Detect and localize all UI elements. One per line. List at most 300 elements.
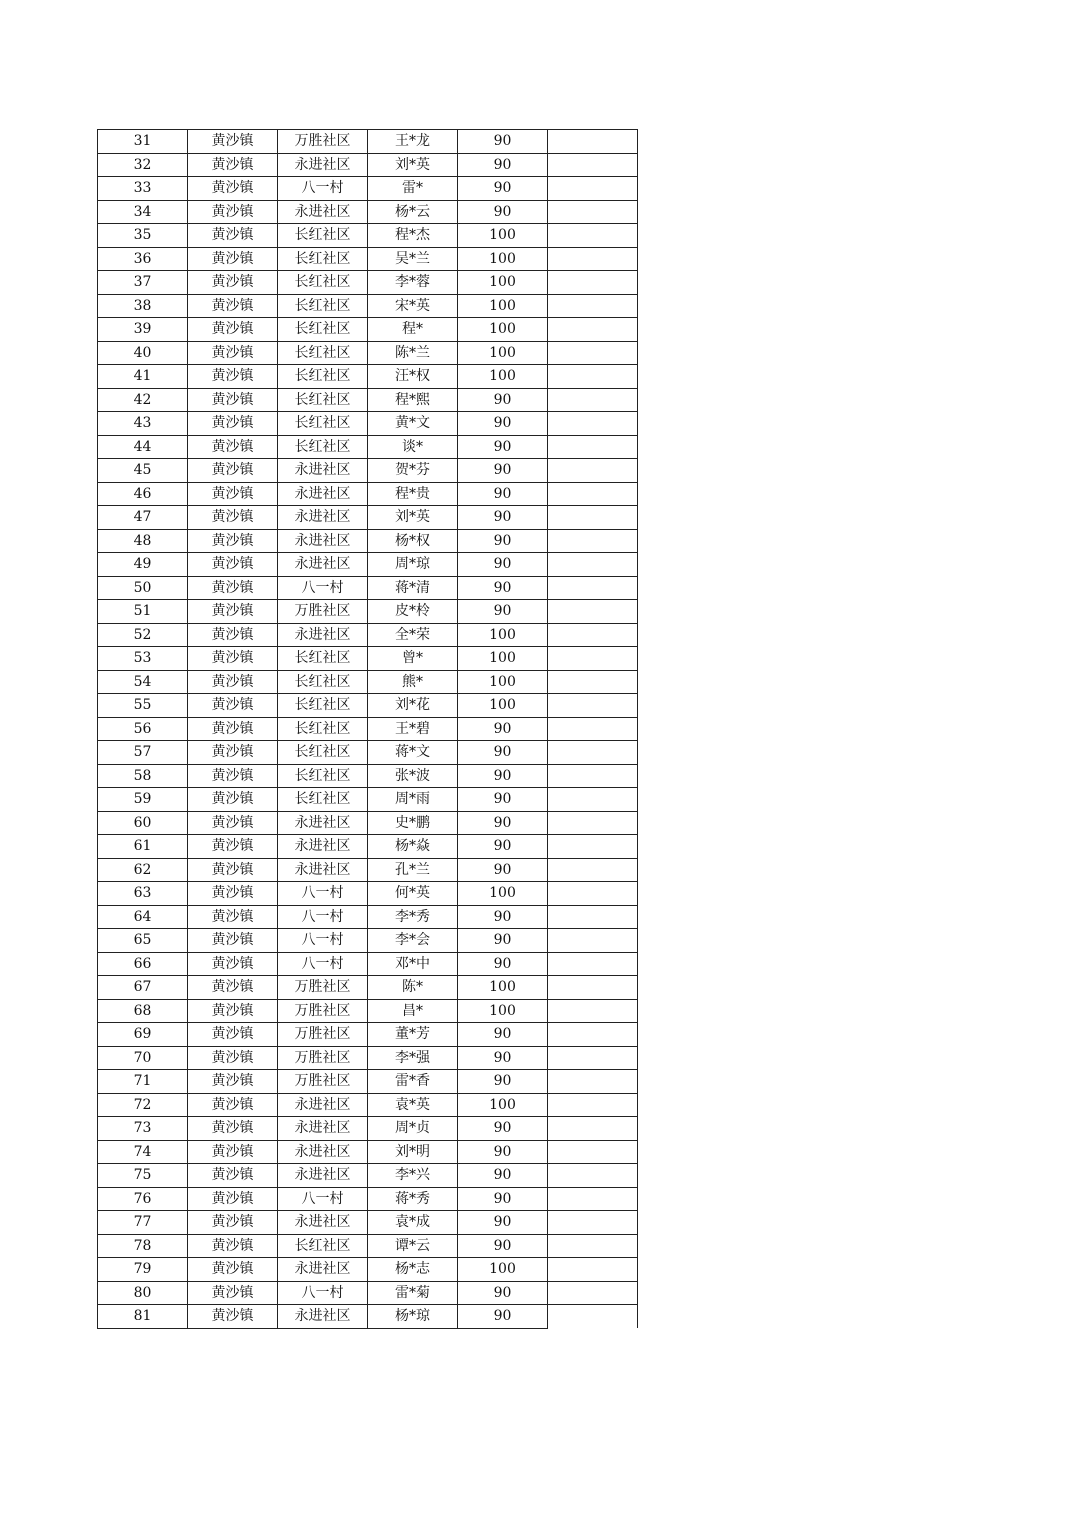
community-cell: 永进社区	[278, 506, 368, 530]
empty-cell	[548, 224, 638, 248]
table-row	[98, 764, 638, 788]
name-cell: 周*贞	[368, 1117, 458, 1141]
row-number-cell: 65	[98, 929, 188, 953]
town-cell: 黄沙镇	[188, 341, 278, 365]
town-cell: 黄沙镇	[188, 929, 278, 953]
community-cell: 长红社区	[278, 670, 368, 694]
table-row	[98, 835, 638, 859]
name-cell: 刘*明	[368, 1140, 458, 1164]
row-number-cell: 61	[98, 835, 188, 859]
table-row	[98, 200, 638, 224]
table-row	[98, 952, 638, 976]
row-number-cell: 66	[98, 952, 188, 976]
town-cell: 黄沙镇	[188, 858, 278, 882]
community-cell: 长红社区	[278, 435, 368, 459]
community-cell: 长红社区	[278, 741, 368, 765]
town-cell: 黄沙镇	[188, 788, 278, 812]
amount-cell: 90	[458, 788, 548, 812]
row-number-cell: 76	[98, 1187, 188, 1211]
empty-cell	[548, 1093, 638, 1117]
empty-cell	[548, 482, 638, 506]
amount-cell: 100	[458, 247, 548, 271]
community-cell: 永进社区	[278, 482, 368, 506]
town-cell: 黄沙镇	[188, 482, 278, 506]
amount-cell: 100	[458, 694, 548, 718]
community-cell: 万胜社区	[278, 1046, 368, 1070]
name-cell: 程*杰	[368, 224, 458, 248]
row-number-cell: 42	[98, 388, 188, 412]
name-cell: 雷*	[368, 177, 458, 201]
empty-cell	[548, 506, 638, 530]
table-row	[98, 1023, 638, 1047]
community-cell: 永进社区	[278, 623, 368, 647]
town-cell: 黄沙镇	[188, 670, 278, 694]
town-cell: 黄沙镇	[188, 999, 278, 1023]
row-number-cell: 47	[98, 506, 188, 530]
community-cell: 永进社区	[278, 1305, 368, 1329]
town-cell: 黄沙镇	[188, 1258, 278, 1282]
empty-cell	[548, 153, 638, 177]
amount-cell: 90	[458, 130, 548, 154]
empty-cell	[548, 1211, 638, 1235]
empty-cell	[548, 576, 638, 600]
row-number-cell: 70	[98, 1046, 188, 1070]
amount-cell: 100	[458, 224, 548, 248]
amount-cell: 90	[458, 905, 548, 929]
name-cell: 杨*权	[368, 529, 458, 553]
empty-cell	[548, 294, 638, 318]
name-cell: 杨*云	[368, 200, 458, 224]
row-number-cell: 80	[98, 1281, 188, 1305]
empty-cell	[548, 929, 638, 953]
community-cell: 长红社区	[278, 388, 368, 412]
amount-cell: 90	[458, 388, 548, 412]
name-cell: 王*龙	[368, 130, 458, 154]
empty-cell	[548, 177, 638, 201]
table-row	[98, 318, 638, 342]
table-row	[98, 858, 638, 882]
table-row	[98, 1187, 638, 1211]
name-cell: 昌*	[368, 999, 458, 1023]
row-number-cell: 79	[98, 1258, 188, 1282]
community-cell: 永进社区	[278, 529, 368, 553]
amount-cell: 90	[458, 506, 548, 530]
community-cell: 永进社区	[278, 1258, 368, 1282]
table-row	[98, 1305, 638, 1329]
empty-cell	[548, 905, 638, 929]
town-cell: 黄沙镇	[188, 694, 278, 718]
amount-cell: 90	[458, 576, 548, 600]
community-cell: 八一村	[278, 1281, 368, 1305]
table-row	[98, 294, 638, 318]
empty-cell	[548, 600, 638, 624]
town-cell: 黄沙镇	[188, 1023, 278, 1047]
town-cell: 黄沙镇	[188, 1093, 278, 1117]
community-cell: 八一村	[278, 952, 368, 976]
row-number-cell: 46	[98, 482, 188, 506]
name-cell: 全*荣	[368, 623, 458, 647]
row-number-cell: 34	[98, 200, 188, 224]
name-cell: 陈*兰	[368, 341, 458, 365]
amount-cell: 90	[458, 811, 548, 835]
row-number-cell: 39	[98, 318, 188, 342]
row-number-cell: 78	[98, 1234, 188, 1258]
name-cell: 程*	[368, 318, 458, 342]
row-number-cell: 31	[98, 130, 188, 154]
town-cell: 黄沙镇	[188, 153, 278, 177]
town-cell: 黄沙镇	[188, 388, 278, 412]
table-row	[98, 412, 638, 436]
table-row	[98, 435, 638, 459]
empty-cell	[548, 1046, 638, 1070]
name-cell: 李*秀	[368, 905, 458, 929]
spreadsheet-page	[97, 129, 637, 1329]
empty-cell	[548, 858, 638, 882]
row-number-cell: 37	[98, 271, 188, 295]
table-row	[98, 999, 638, 1023]
town-cell: 黄沙镇	[188, 1211, 278, 1235]
amount-cell: 90	[458, 482, 548, 506]
community-cell: 长红社区	[278, 788, 368, 812]
table-row	[98, 694, 638, 718]
row-number-cell: 50	[98, 576, 188, 600]
empty-cell	[548, 882, 638, 906]
empty-cell	[548, 647, 638, 671]
name-cell: 杨*志	[368, 1258, 458, 1282]
name-cell: 王*碧	[368, 717, 458, 741]
empty-cell	[548, 365, 638, 389]
amount-cell: 100	[458, 1258, 548, 1282]
amount-cell: 90	[458, 200, 548, 224]
amount-cell: 100	[458, 271, 548, 295]
amount-cell: 90	[458, 1234, 548, 1258]
town-cell: 黄沙镇	[188, 1187, 278, 1211]
row-number-cell: 33	[98, 177, 188, 201]
empty-cell	[548, 952, 638, 976]
community-cell: 长红社区	[278, 318, 368, 342]
row-number-cell: 49	[98, 553, 188, 577]
community-cell: 长红社区	[278, 365, 368, 389]
community-cell: 八一村	[278, 177, 368, 201]
community-cell: 长红社区	[278, 1234, 368, 1258]
empty-cell	[548, 271, 638, 295]
empty-cell	[548, 435, 638, 459]
table-row	[98, 365, 638, 389]
town-cell: 黄沙镇	[188, 717, 278, 741]
name-cell: 杨*焱	[368, 835, 458, 859]
empty-cell	[548, 788, 638, 812]
table-row	[98, 717, 638, 741]
row-number-cell: 38	[98, 294, 188, 318]
table-row	[98, 976, 638, 1000]
empty-cell	[548, 976, 638, 1000]
town-cell: 黄沙镇	[188, 130, 278, 154]
name-cell: 程*贵	[368, 482, 458, 506]
name-cell: 袁*成	[368, 1211, 458, 1235]
community-cell: 永进社区	[278, 858, 368, 882]
town-cell: 黄沙镇	[188, 1305, 278, 1329]
amount-cell: 100	[458, 623, 548, 647]
name-cell: 谈*	[368, 435, 458, 459]
table-row	[98, 1070, 638, 1094]
amount-cell: 90	[458, 835, 548, 859]
empty-cell	[548, 341, 638, 365]
table-row	[98, 811, 638, 835]
empty-cell	[548, 130, 638, 154]
row-number-cell: 41	[98, 365, 188, 389]
amount-cell: 100	[458, 999, 548, 1023]
name-cell: 李*会	[368, 929, 458, 953]
town-cell: 黄沙镇	[188, 247, 278, 271]
row-number-cell: 51	[98, 600, 188, 624]
table-row	[98, 1234, 638, 1258]
community-cell: 永进社区	[278, 459, 368, 483]
table-row	[98, 1117, 638, 1141]
town-cell: 黄沙镇	[188, 506, 278, 530]
community-cell: 八一村	[278, 929, 368, 953]
amount-cell: 90	[458, 1140, 548, 1164]
row-number-cell: 48	[98, 529, 188, 553]
table-row	[98, 529, 638, 553]
empty-cell	[548, 1187, 638, 1211]
table-row	[98, 271, 638, 295]
town-cell: 黄沙镇	[188, 976, 278, 1000]
row-number-cell: 36	[98, 247, 188, 271]
community-cell: 万胜社区	[278, 999, 368, 1023]
empty-cell	[548, 835, 638, 859]
amount-cell: 90	[458, 459, 548, 483]
table-row	[98, 1281, 638, 1305]
amount-cell: 90	[458, 553, 548, 577]
town-cell: 黄沙镇	[188, 318, 278, 342]
table-row	[98, 130, 638, 154]
town-cell: 黄沙镇	[188, 224, 278, 248]
amount-cell: 90	[458, 1305, 548, 1329]
name-cell: 陈*	[368, 976, 458, 1000]
row-number-cell: 53	[98, 647, 188, 671]
name-cell: 蒋*文	[368, 741, 458, 765]
empty-cell	[548, 741, 638, 765]
row-number-cell: 71	[98, 1070, 188, 1094]
table-row	[98, 341, 638, 365]
amount-cell: 100	[458, 647, 548, 671]
town-cell: 黄沙镇	[188, 412, 278, 436]
empty-cell	[548, 717, 638, 741]
amount-cell: 90	[458, 741, 548, 765]
empty-cell	[548, 999, 638, 1023]
community-cell: 永进社区	[278, 1117, 368, 1141]
table-row	[98, 576, 638, 600]
town-cell: 黄沙镇	[188, 294, 278, 318]
empty-cell	[548, 1117, 638, 1141]
table-row	[98, 247, 638, 271]
empty-cell	[548, 200, 638, 224]
town-cell: 黄沙镇	[188, 623, 278, 647]
community-cell: 八一村	[278, 882, 368, 906]
name-cell: 何*英	[368, 882, 458, 906]
town-cell: 黄沙镇	[188, 1117, 278, 1141]
community-cell: 长红社区	[278, 341, 368, 365]
row-number-cell: 74	[98, 1140, 188, 1164]
row-number-cell: 35	[98, 224, 188, 248]
empty-cell	[548, 1023, 638, 1047]
community-cell: 万胜社区	[278, 1070, 368, 1094]
name-cell: 张*波	[368, 764, 458, 788]
table-row	[98, 670, 638, 694]
roster-table	[97, 129, 638, 1329]
community-cell: 长红社区	[278, 647, 368, 671]
empty-cell	[548, 1281, 638, 1305]
row-number-cell: 72	[98, 1093, 188, 1117]
community-cell: 万胜社区	[278, 130, 368, 154]
community-cell: 长红社区	[278, 247, 368, 271]
amount-cell: 90	[458, 717, 548, 741]
community-cell: 永进社区	[278, 811, 368, 835]
amount-cell: 90	[458, 1046, 548, 1070]
town-cell: 黄沙镇	[188, 529, 278, 553]
table-row	[98, 1164, 638, 1188]
row-number-cell: 52	[98, 623, 188, 647]
name-cell: 杨*琼	[368, 1305, 458, 1329]
row-number-cell: 68	[98, 999, 188, 1023]
row-number-cell: 58	[98, 764, 188, 788]
amount-cell: 100	[458, 1093, 548, 1117]
community-cell: 永进社区	[278, 835, 368, 859]
empty-cell	[548, 670, 638, 694]
community-cell: 八一村	[278, 905, 368, 929]
table-row	[98, 459, 638, 483]
name-cell: 贺*芬	[368, 459, 458, 483]
town-cell: 黄沙镇	[188, 1234, 278, 1258]
row-number-cell: 69	[98, 1023, 188, 1047]
community-cell: 永进社区	[278, 1140, 368, 1164]
row-number-cell: 75	[98, 1164, 188, 1188]
empty-cell	[548, 553, 638, 577]
town-cell: 黄沙镇	[188, 1140, 278, 1164]
community-cell: 永进社区	[278, 1093, 368, 1117]
community-cell: 永进社区	[278, 1164, 368, 1188]
amount-cell: 90	[458, 1070, 548, 1094]
town-cell: 黄沙镇	[188, 1281, 278, 1305]
row-number-cell: 32	[98, 153, 188, 177]
empty-cell	[548, 694, 638, 718]
row-number-cell: 63	[98, 882, 188, 906]
community-cell: 八一村	[278, 1187, 368, 1211]
community-cell: 长红社区	[278, 694, 368, 718]
name-cell: 雷*香	[368, 1070, 458, 1094]
table-row	[98, 177, 638, 201]
table-row	[98, 647, 638, 671]
town-cell: 黄沙镇	[188, 1046, 278, 1070]
name-cell: 雷*菊	[368, 1281, 458, 1305]
name-cell: 李*兴	[368, 1164, 458, 1188]
table-row	[98, 506, 638, 530]
empty-cell	[548, 811, 638, 835]
empty-cell	[548, 1258, 638, 1282]
town-cell: 黄沙镇	[188, 271, 278, 295]
name-cell: 董*芳	[368, 1023, 458, 1047]
table-row	[98, 623, 638, 647]
community-cell: 永进社区	[278, 553, 368, 577]
row-number-cell: 54	[98, 670, 188, 694]
name-cell: 蒋*清	[368, 576, 458, 600]
town-cell: 黄沙镇	[188, 882, 278, 906]
name-cell: 皮*柃	[368, 600, 458, 624]
row-number-cell: 45	[98, 459, 188, 483]
amount-cell: 90	[458, 858, 548, 882]
community-cell: 长红社区	[278, 412, 368, 436]
amount-cell: 100	[458, 341, 548, 365]
empty-cell	[548, 1070, 638, 1094]
town-cell: 黄沙镇	[188, 435, 278, 459]
name-cell: 蒋*秀	[368, 1187, 458, 1211]
town-cell: 黄沙镇	[188, 177, 278, 201]
row-number-cell: 43	[98, 412, 188, 436]
amount-cell: 100	[458, 670, 548, 694]
amount-cell: 90	[458, 177, 548, 201]
table-row	[98, 553, 638, 577]
community-cell: 长红社区	[278, 224, 368, 248]
name-cell: 黄*文	[368, 412, 458, 436]
town-cell: 黄沙镇	[188, 1070, 278, 1094]
amount-cell: 90	[458, 1211, 548, 1235]
name-cell: 邓*中	[368, 952, 458, 976]
amount-cell: 100	[458, 365, 548, 389]
row-number-cell: 44	[98, 435, 188, 459]
name-cell: 宋*英	[368, 294, 458, 318]
community-cell: 万胜社区	[278, 1023, 368, 1047]
town-cell: 黄沙镇	[188, 835, 278, 859]
table-row	[98, 1140, 638, 1164]
amount-cell: 90	[458, 153, 548, 177]
row-number-cell: 73	[98, 1117, 188, 1141]
amount-cell: 90	[458, 764, 548, 788]
amount-cell: 90	[458, 952, 548, 976]
community-cell: 八一村	[278, 576, 368, 600]
row-number-cell: 64	[98, 905, 188, 929]
amount-cell: 100	[458, 294, 548, 318]
row-number-cell: 59	[98, 788, 188, 812]
empty-cell	[548, 764, 638, 788]
community-cell: 长红社区	[278, 717, 368, 741]
empty-cell	[548, 459, 638, 483]
community-cell: 长红社区	[278, 764, 368, 788]
name-cell: 程*熙	[368, 388, 458, 412]
empty-cell	[548, 1140, 638, 1164]
community-cell: 长红社区	[278, 294, 368, 318]
table-row	[98, 224, 638, 248]
town-cell: 黄沙镇	[188, 600, 278, 624]
town-cell: 黄沙镇	[188, 647, 278, 671]
empty-cell	[548, 247, 638, 271]
name-cell: 汪*权	[368, 365, 458, 389]
name-cell: 史*鹏	[368, 811, 458, 835]
name-cell: 吴*兰	[368, 247, 458, 271]
community-cell: 万胜社区	[278, 600, 368, 624]
town-cell: 黄沙镇	[188, 576, 278, 600]
town-cell: 黄沙镇	[188, 764, 278, 788]
name-cell: 刘*英	[368, 506, 458, 530]
town-cell: 黄沙镇	[188, 952, 278, 976]
amount-cell: 90	[458, 435, 548, 459]
table-row	[98, 905, 638, 929]
name-cell: 袁*英	[368, 1093, 458, 1117]
amount-cell: 90	[458, 929, 548, 953]
name-cell: 曾*	[368, 647, 458, 671]
table-row	[98, 388, 638, 412]
table-row	[98, 741, 638, 765]
table-row	[98, 788, 638, 812]
